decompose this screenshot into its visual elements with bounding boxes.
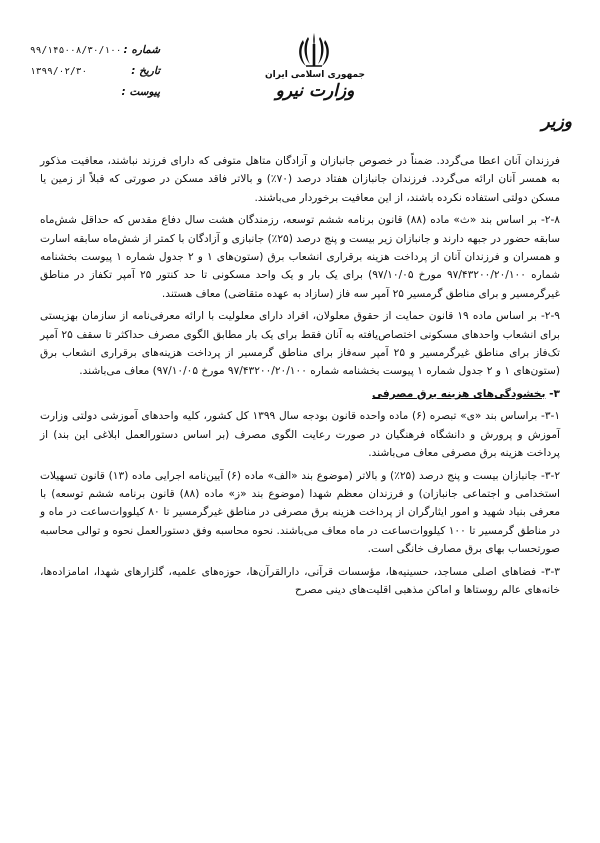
body-paragraph: ۳-۲- جانبازان بیست و پنج درصد (۲۵٪) و بالاتر (موضوع بند «الف» ماده (۶) آیین‌نامه اجرایی ماده (۱۳) قانون تسهیلات استخدامی و اجتماعی جانبازان) و فرزندان معظم شهدا (موضوع بند «ز» ماده (۸۸) قانون برنامه ششم توسعه) با معرفی بنیاد شهید و امور ایثارگران از پرداخت هزینه برق مصرفی در مناطق غیرگرمسیر تا ۸۰ کیلووات‌ساعت در ماه و در مناطق گرمسیر تا ۱۰۰ کیلووات‌ساعت در ماه معاف می‌باشند. نحوه محاسبه وفق دستورالعمل نحوه و توالی محاسبه صورتحساب بهای برق مصارف خانگی است. [40,469,561,556]
letter-meta [30,40,160,103]
body-paragraph: فرزندان آنان اعطا می‌گردد. ضمناً در خصوص جانبازان و آزادگان متاهل متوفی که دارای فرزند نباشند، معافیت مذکور به همسر آنان ارائه می‌گردد. فرزندان جانبازان هفتاد درصد (۷۰٪) و بالاتر فاقد مسکن در صورتی که قبلاً از زمین یا مسکن دولتی استفاده نکرده باشند، از این معافیت برخوردار می‌باشند. [40,155,560,204]
meta-date [30,61,160,82]
iran-emblem-icon [294,30,334,70]
letter-body [40,152,560,603]
ministry-subtitle: جمهوری اسلامی ایران [264,70,366,80]
minister-title: وزیر [541,112,572,132]
meta-number-label: شماره : [123,44,160,56]
meta-number-value: ۹۹/۱۴۵۰۰۸/۳۰/۱۰۰ [30,45,122,56]
section-heading-number: ۳- [549,387,560,400]
meta-attachment-label: پیوست : [121,86,160,98]
body-paragraph: ۲-۹- بر اساس ماده ۱۹ قانون حمایت از حقوق معلولان، افراد دارای معلولیت با ارائه معرفی‌نامه از سازمان بهزیستی برای انشعاب واحدهای مسکونی اختصاص‌یافته به آنان فقط برای یک بار مطابق الگوی مصرف حداکثر تا سقف ۲۵ آمپر تک‌فاز برای مناطق غیرگرمسیر و ۲۵ آمپر سه‌فاز برای مناطق گرمسیر از پرداخت هزینه‌های برقراری انشعاب برق (ستون‌های ۱ و ۲ جدول شماره ۱ پیوست بخشنامه شماره ۹۷/۴۳۲۰۰/۲۰/۱۰۰ مورخ ۹۷/۱۰/۰۵) معاف می‌باشند. [40,310,560,378]
meta-number [30,40,160,61]
ministry-block [260,70,370,101]
ministry-name: وزارت نیرو [275,81,355,101]
meta-date-label: تاریخ : [131,65,160,77]
body-paragraph: ۳-۱- براساس بند «ی» تبصره (۶) ماده واحده قانون بودجه سال ۱۳۹۹ کل کشور، کلیه واحدهای آموزشی دولتی وزارت آموزش و پرورش و دانشگاه فرهنگیان در صورت رعایت الگوی مصرف (بر اساس دستورالعمل ابلاغی این بند) از پرداخت هزینه برق مصرفی معاف می‌باشند. [40,410,561,460]
section-heading-text: بخشودگی‌های هزینه برق مصرفی [372,387,546,400]
body-paragraph: ۲-۸- بر اساس بند «ث» ماده (۸۸) قانون برنامه ششم توسعه، رزمندگان هشت سال دفاع مقدس که حداقل شش‌ماه سابقه حضور در جبهه دارند و جانبازان زیر بیست و پنج درصد (۲۵٪) جانبازی و آزادگان با کمتر از شش‌ماه سابقه اسارت و همسران و فرزندان آنان از پرداخت هزینه برقراری انشعاب برق (ستون‌های ۱ و ۲ جدول شماره ۱ پیوست بخشنامه شماره ۹۷/۴۳۲۰۰/۲۰/۱۰۰ مورخ ۹۷/۱۰/۰۵) برای یک بار و یک واحد مسکونی تا حد کنتور ۲۵ آمپر تکفاز در مناطق غیرگرمسیر و برای مناطق گرمسیر ۲۵ آمپر سه فاز (سازاد به عهده متقاضی) معاف هستند. [40,214,561,300]
meta-attachment [30,82,160,103]
meta-date-value: ۱۳۹۹/۰۲/۳۰ [30,66,88,77]
section-heading [40,385,560,403]
body-paragraph: ۳-۳- فضاهای اصلی مساجد، حسینیه‌ها، مؤسسات قرآنی، دارالقرآن‌ها، حوزه‌های علمیه، گلزارهای شهدا، امامزاده‌ها، خانه‌های عالم روستاها و اماکن مذهبی اقلیت‌های دینی مصرح [40,565,560,596]
